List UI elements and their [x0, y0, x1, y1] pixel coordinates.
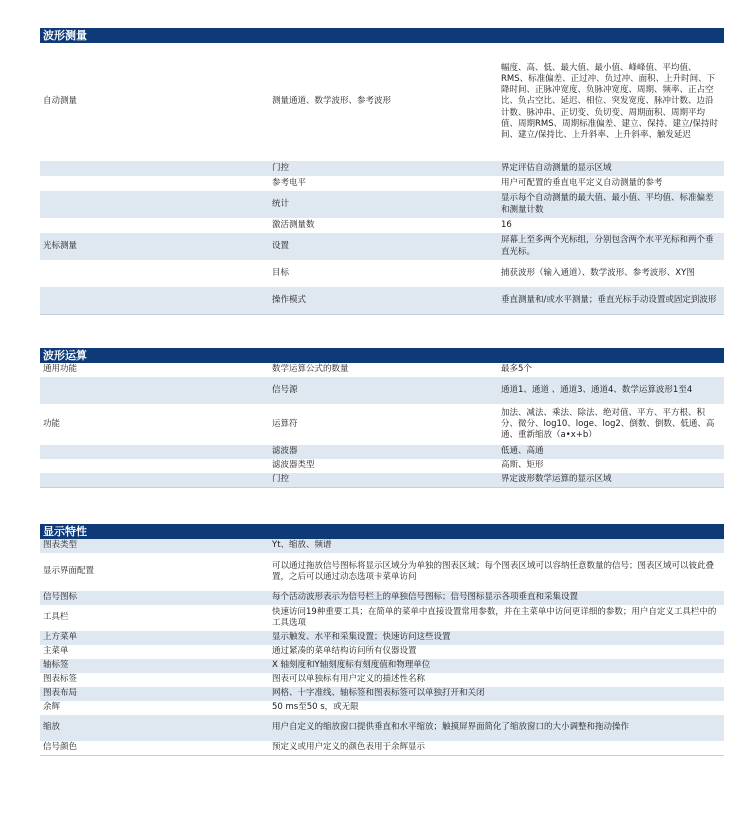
row-label — [40, 459, 269, 473]
row-value: 最多5个 — [498, 363, 724, 377]
row-value: 界定波形数学运算的显示区域 — [498, 473, 724, 487]
table-row — [40, 161, 724, 176]
table-row — [40, 260, 724, 287]
row-label: 轴标签 — [40, 659, 269, 673]
table-row — [40, 687, 724, 701]
table-row — [40, 539, 724, 553]
row-label: 功能 — [40, 404, 269, 445]
row-param: 数学运算公式的数量 — [269, 363, 498, 377]
row-param: 门控 — [269, 473, 498, 487]
row-label — [40, 287, 269, 314]
row-label — [40, 191, 269, 218]
row-param: 激活测量数 — [269, 218, 498, 233]
row-label — [40, 473, 269, 487]
row-param: 目标 — [269, 260, 498, 287]
table-row — [40, 715, 724, 741]
row-value: 垂直测量和/或水平测量；垂直光标手动设置或固定到波形 — [498, 287, 724, 314]
spec-table — [40, 43, 724, 315]
row-value: 高斯、矩形 — [498, 459, 724, 473]
row-value: 屏幕上至多两个光标组，分别包含两个水平光标和两个垂直光标。 — [498, 233, 724, 260]
row-label: 图表标签 — [40, 673, 269, 687]
row-value: 通道1、通道 、通道3、通道4、数学运算波形1至4 — [498, 377, 724, 404]
row-param: 滤波器类型 — [269, 459, 498, 473]
row-param: 统计 — [269, 191, 498, 218]
row-label: 缩放 — [40, 715, 269, 741]
row-label: 显示界面配置 — [40, 553, 269, 591]
row-label: 光标测量 — [40, 233, 269, 260]
table-row — [40, 605, 724, 631]
row-param: 运算符 — [269, 404, 498, 445]
table-row — [40, 659, 724, 673]
row-param: 测量通道、数学波形、参考波形 — [269, 43, 498, 161]
row-value: 快速访问19种重要工具；在简单的菜单中直接设置常用参数，并在主菜单中访问更详细的参数；用户自定义工具栏中的工具选项 — [269, 605, 724, 631]
row-label: 通用功能 — [40, 363, 269, 377]
row-label — [40, 377, 269, 404]
row-value: 低通、高通 — [498, 445, 724, 459]
section-title: 波形测量 — [40, 28, 724, 43]
row-value: 图表可以单独标有用户定义的描述性名称 — [269, 673, 724, 687]
section-title: 波形运算 — [40, 348, 724, 363]
row-param: 滤波器 — [269, 445, 498, 459]
row-param: 门控 — [269, 161, 498, 176]
table-row — [40, 459, 724, 473]
row-label: 主菜单 — [40, 645, 269, 659]
row-param: 参考电平 — [269, 176, 498, 191]
table-row — [40, 191, 724, 218]
table-row — [40, 645, 724, 659]
row-value: 50 ms至50 s，或无限 — [269, 701, 724, 715]
table-row — [40, 553, 724, 591]
row-label — [40, 176, 269, 191]
table-row — [40, 363, 724, 377]
section-waveform-math — [40, 348, 724, 488]
row-value: 通过紧凑的菜单结构访问所有仪器设置 — [269, 645, 724, 659]
row-value: 幅度、高、低、最大值、最小值、峰峰值、平均值、RMS、标准偏差、正过冲、负过冲、面积、上升时间、下降时间、正脉冲宽度、负脉冲宽度、周期、频率、正占空比、负占空比、延迟、相位、突发宽度、脉冲计数、边沿计数、脉冲串、正切变、负切变、周期面积、周期平均值、周期RMS、周期标准偏差、建立、保持、建立/保持时间、建立/保持比、上升斜率、上升斜率、触发延迟 — [498, 43, 724, 161]
row-value: 可以通过拖放信号图标将显示区域分为单独的图表区域；每个图表区域可以容纳任意数量的信号；图表区域可以彼此叠置，之后可以通过动态选项卡菜单访问 — [269, 553, 724, 591]
row-label: 信号图标 — [40, 591, 269, 605]
table-row — [40, 43, 724, 161]
row-value: 网格、十字准线、轴标签和图表标签可以单独打开和关闭 — [269, 687, 724, 701]
spec-table — [40, 539, 724, 756]
table-row — [40, 631, 724, 645]
row-param: 设置 — [269, 233, 498, 260]
row-param: 操作模式 — [269, 287, 498, 314]
section-display — [40, 524, 724, 756]
table-row — [40, 701, 724, 715]
row-value: 预定义或用户定义的颜色表用于余辉显示 — [269, 741, 724, 755]
row-label — [40, 445, 269, 459]
table-row — [40, 673, 724, 687]
row-value: 捕获波形（输入通道）、数学波形、参考波形、XY图 — [498, 260, 724, 287]
table-row — [40, 233, 724, 260]
row-value: 用户自定义的缩放窗口提供垂直和水平缩放；触摸屏界面简化了缩放窗口的大小调整和拖动操作 — [269, 715, 724, 741]
row-param: 信号源 — [269, 377, 498, 404]
spec-table — [40, 363, 724, 488]
row-label — [40, 218, 269, 233]
row-value: 用户可配置的垂直电平定义自动测量的参考 — [498, 176, 724, 191]
row-label: 余辉 — [40, 701, 269, 715]
table-row — [40, 404, 724, 445]
row-value: Yt、缩放、频谱 — [269, 539, 724, 553]
row-value: 每个活动波形表示为信号栏上的单独信号图标；信号图标显示各项垂直和采集设置 — [269, 591, 724, 605]
section-title: 显示特性 — [40, 524, 724, 539]
row-value: 加法、减法、乘法、除法、绝对值、平方、平方根、积分、微分、log10、loge、log2、倒数、倒数、低通、高通、重新缩放（a•x+b） — [498, 404, 724, 445]
row-label: 上方菜单 — [40, 631, 269, 645]
row-value: X 轴刻度和Y轴刻度标有刻度值和物理单位 — [269, 659, 724, 673]
row-label: 图表布局 — [40, 687, 269, 701]
table-row — [40, 445, 724, 459]
row-value: 显示触发、水平和采集设置；快速访问这些设置 — [269, 631, 724, 645]
section-waveform-measurement — [40, 28, 724, 315]
table-row — [40, 473, 724, 487]
table-row — [40, 287, 724, 314]
table-row — [40, 591, 724, 605]
row-label: 工具栏 — [40, 605, 269, 631]
row-label — [40, 161, 269, 176]
row-value: 显示每个自动测量的最大值、最小值、平均值、标准偏差和测量计数 — [498, 191, 724, 218]
row-value: 界定评估自动测量的显示区域 — [498, 161, 724, 176]
row-label: 图表类型 — [40, 539, 269, 553]
table-row — [40, 176, 724, 191]
row-label: 信号颜色 — [40, 741, 269, 755]
row-value: 16 — [498, 218, 724, 233]
row-label: 自动测量 — [40, 43, 269, 161]
table-row — [40, 741, 724, 755]
table-row — [40, 218, 724, 233]
table-row — [40, 377, 724, 404]
row-label — [40, 260, 269, 287]
